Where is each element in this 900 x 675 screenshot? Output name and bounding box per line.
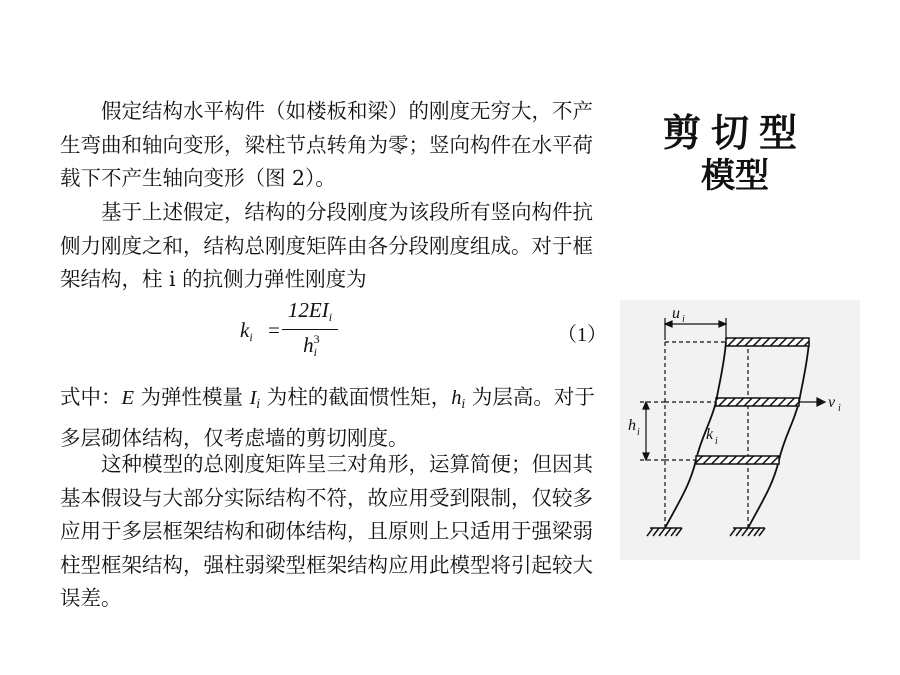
formula-denominator: $h^3_i$ <box>303 332 320 359</box>
floor-beam-middle <box>716 398 799 406</box>
floor-beam-top <box>726 338 809 346</box>
paragraph-assumption: 假定结构水平构件（如楼板和梁）的刚度无穷大，不产生弯曲和轴向变形，梁柱节点转角为零；竖向构件在水平荷载下不产生轴向变形（图 2）。 <box>60 99 593 190</box>
label-u: u <box>672 305 680 322</box>
stiffness-formula <box>230 298 380 368</box>
label-v-sub: i <box>838 403 841 414</box>
formula-lhs: $k_i$ <box>240 318 253 344</box>
floor-beam-bottom <box>696 456 779 464</box>
label-v: v <box>828 394 836 411</box>
slide-subtitle: 模型 <box>701 156 769 196</box>
paragraph-application: 这种模型的总刚度矩阵呈三对角形，运算简便；但因其基本假设与大部分实际结构不符，故应用受到限制，仅较多应用于多层框架结构和砌体结构，且原则上只适用于强梁弱柱型框架结构，强柱弱梁型框架结构应用此模型将引起较大误差。 <box>60 452 593 610</box>
formula-equals: = <box>268 318 280 342</box>
label-k: k <box>706 426 714 443</box>
label-h: h <box>628 417 636 434</box>
shear-model-diagram <box>620 300 860 560</box>
formula-numerator: $12EI_i$ <box>287 298 333 324</box>
paragraph-stiffness: 基于上述假定，结构的分段刚度为该段所有竖向构件抗侧力刚度之和，结构总刚度矩阵由各分段刚度组成。对于框架结构，柱 i 的抗侧力弹性刚度为 <box>60 200 593 291</box>
slide-title: 剪切型 <box>662 110 807 155</box>
paragraph-symbols: 式中：E 为弹性模量 $I_i$ 为柱的截面惯性矩，$h_i$ 为层高。对于多层砌体结构，仅考虑墙的剪切刚度。 <box>60 385 595 450</box>
equation-number: （1） <box>557 324 607 346</box>
label-u-sub: i <box>682 314 685 325</box>
label-h-sub: i <box>637 427 640 438</box>
label-k-sub: i <box>715 436 718 447</box>
fraction-bar <box>282 329 338 330</box>
